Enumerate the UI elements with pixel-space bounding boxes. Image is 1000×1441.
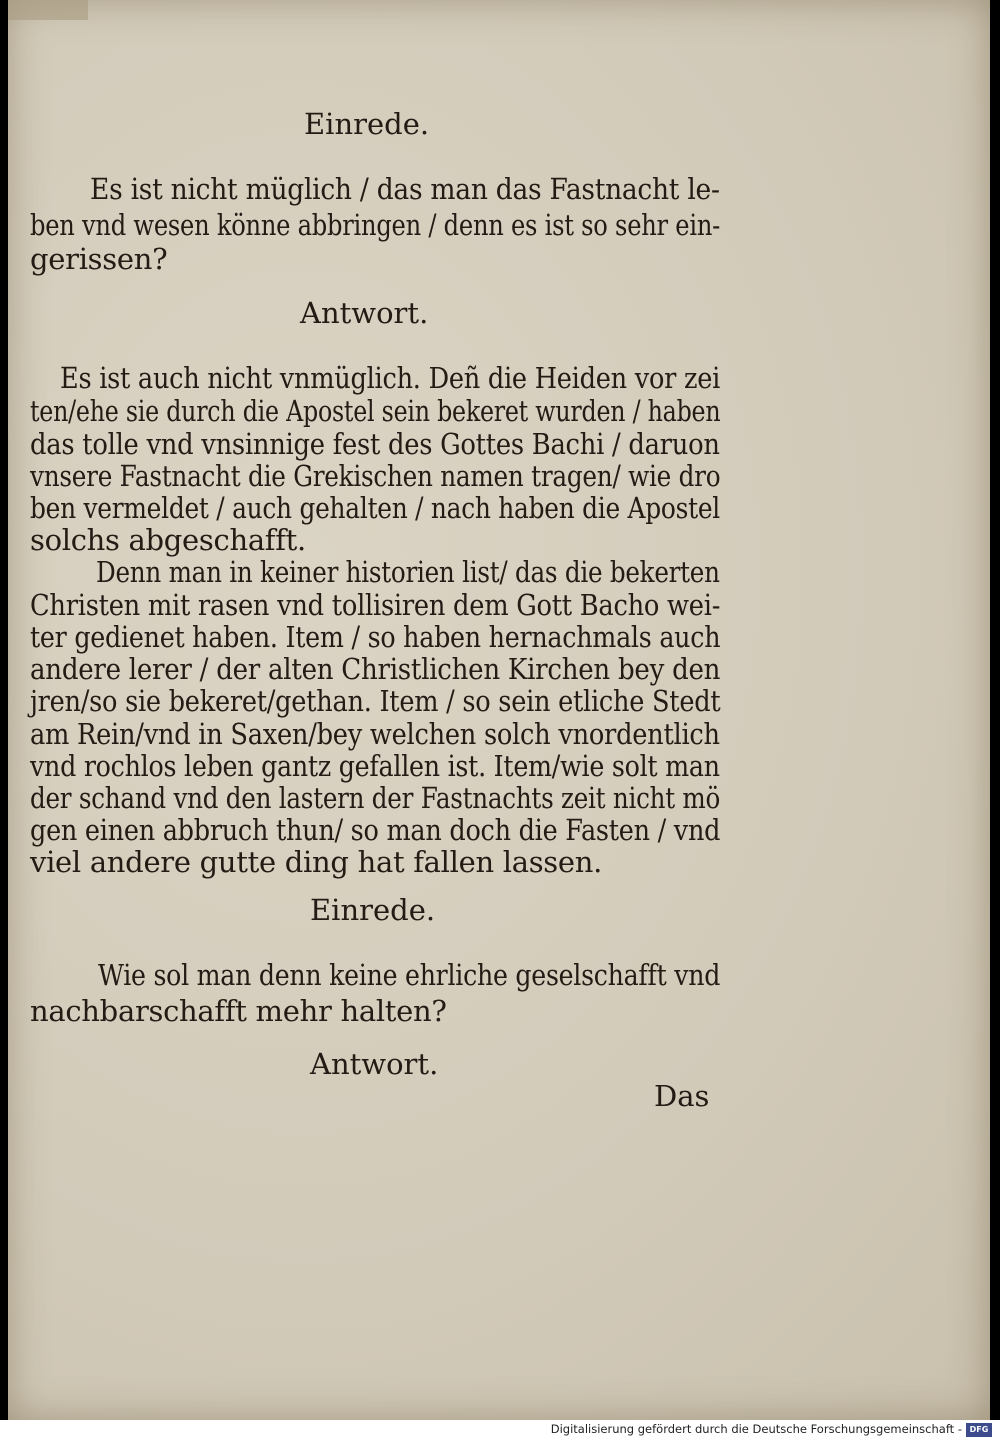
text-line: vnsere Fastnacht die Grekischen namen tragen/ wie dro [30,459,721,493]
text-line: gen einen abbruch thun/ so man doch die Fasten / vnd [30,813,721,847]
text-line: solchs abgeschafft. [30,523,306,557]
book-page [8,0,990,1420]
heading-einrede-1: Einrede. [304,107,430,141]
dfg-logo: DFG [966,1423,992,1437]
heading-antwort-1: Antwort. [300,296,429,330]
text-line: vnd rochlos leben gantz gefallen ist. Item/wie solt man [30,749,720,783]
text-line: andere lerer / der alten Christlichen Kirchen bey den [30,652,721,686]
text-line: jren/so sie bekeret/gethan. Item / so sein etliche Stedt [30,684,721,718]
text-line: Denn man in keiner historien list/ das die bekerten [96,555,720,589]
text-line: Wie sol man denn keine ehrliche geselschafft vnd [98,958,721,992]
text-line: gerissen? [30,242,168,276]
text-line: ter gedienet haben. Item / so haben hernachmals auch [30,620,721,654]
text-line: Christen mit rasen vnd tollisiren dem Gott Bacho wei- [30,588,721,622]
text-line: ben vermeldet / auch gehalten / nach haben die Apostel [30,491,720,525]
text-line: nachbarschafft mehr halten? [30,994,447,1028]
catchword: Das [654,1079,710,1113]
text-line: Es ist auch nicht vnmüglich. Deñ die Heiden vor zei [60,361,721,395]
text-line: ten/ehe sie durch die Apostel sein bekeret wurden / haben [30,394,721,428]
text-line: viel andere gutte ding hat fallen lassen. [30,845,603,879]
page-stain [8,0,88,20]
text-line: ben vnd wesen könne abbringen / denn es ist so sehr ein- [30,208,721,242]
heading-antwort-2: Antwort. [310,1047,439,1081]
heading-einrede-2: Einrede. [310,893,436,927]
text-line: das tolle vnd vnsinnige fest des Gottes Bachi / daruon [30,427,720,461]
footer-credit: Digitalisierung gefördert durch die Deutsche Forschungsgemeinschaft - [550,1422,962,1436]
footer-bar [0,1420,1000,1441]
text-line: der schand vnd den lastern der Fastnachts zeit nicht mö [30,781,721,815]
text-line: am Rein/vnd in Saxen/bey welchen solch vnordentlich [30,717,720,751]
text-line: Es ist nicht müglich / das man das Fastnacht le- [90,172,720,206]
